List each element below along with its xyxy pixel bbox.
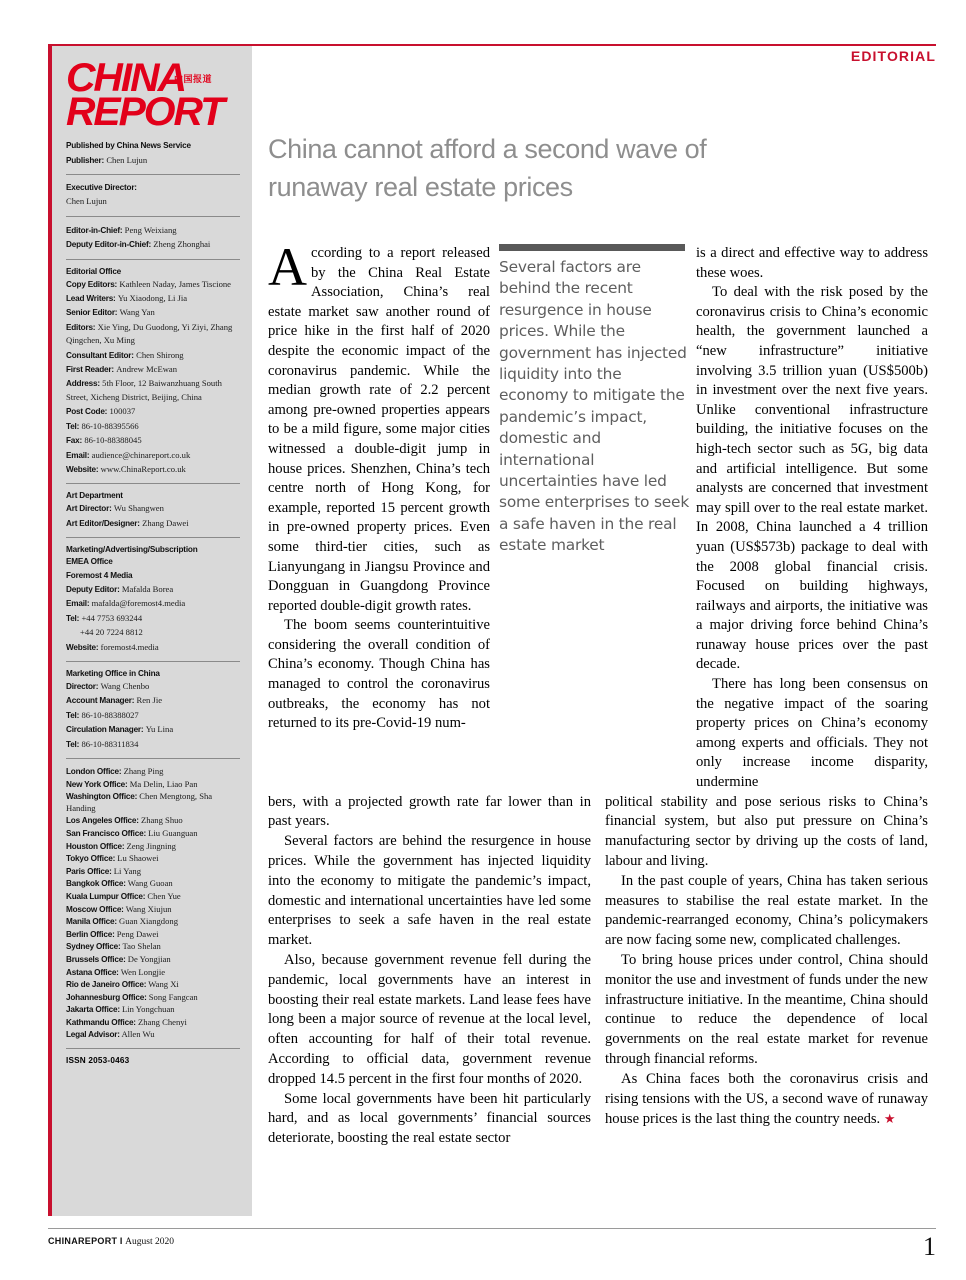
- article-body: [268, 130, 928, 1149]
- bureau-office-name: Song Fangcan: [146, 991, 198, 1002]
- post-code-value: 100037: [109, 406, 136, 417]
- pull-quote: [499, 244, 691, 557]
- bureau-office-label: Moscow Office:: [66, 904, 124, 914]
- bureau-office-name: Ma Delin, Liao Pan: [127, 778, 198, 789]
- bureau-office-row: [66, 941, 240, 953]
- paragraph: political stability and pose serious risks to China’s financial system, but also put pressure on China’s manufacturing sector by driving up the costs of land, labour and living.: [605, 793, 928, 870]
- magazine-logo: [66, 56, 240, 133]
- tel-value: 86-10-88395566: [81, 420, 139, 431]
- circulation-tel-value: 86-10-88311834: [81, 738, 139, 749]
- bureau-office-label: Paris Office:: [66, 866, 112, 876]
- china-tel-value: 86-10-88388027: [81, 709, 139, 720]
- exec-director-section: [66, 174, 240, 216]
- paragraph: is a direct and effective way to address these woes.: [696, 245, 928, 281]
- bureau-office-row: [66, 954, 240, 966]
- bureau-office-name: Zhang Chenyi: [135, 1016, 187, 1027]
- exec-director-label: Executive Director:: [66, 183, 137, 192]
- bureau-office-row: [66, 929, 240, 941]
- emea-email-value[interactable]: mafalda@foremost4.media: [91, 598, 186, 609]
- copy-editors-label: Copy Editors:: [66, 279, 118, 289]
- bureau-office-row: [66, 815, 240, 827]
- footer-issue: August 2020: [125, 1237, 174, 1247]
- bureau-office-name: Zeng Jingning: [124, 840, 176, 851]
- bureau-office-name: Peng Dawei: [114, 928, 159, 939]
- bureau-office-row: [66, 992, 240, 1004]
- paragraph: bers, with a projected growth rate far lower than in past years.: [268, 793, 591, 830]
- consultant-editor-name: Chen Shirong: [136, 349, 184, 360]
- editor-in-chief-label: Editor-in-Chief:: [66, 225, 123, 235]
- bureau-office-name: Guan Xiangdong: [116, 916, 178, 927]
- bureau-office-label: Washington Office:: [66, 792, 138, 802]
- paragraph-final-text: As China faces both the coronavirus crisis and rising tensions with the US, a second wave of runaway house prices is the last thing the country needs.: [605, 1070, 928, 1128]
- bureau-office-row: [66, 766, 240, 778]
- pull-quote-rule: [499, 244, 685, 251]
- bureau-office-label: New York Office:: [66, 779, 128, 789]
- bureau-office-name: Chen Mengtong, Sha Handing: [66, 791, 213, 813]
- account-manager-label: Account Manager:: [66, 696, 135, 706]
- section-label: EDITORIAL: [850, 48, 936, 64]
- emea-tel-value: +44 7753 693244: [81, 612, 143, 623]
- address-label: Address:: [66, 379, 100, 389]
- bureau-office-name: Allen Wu: [119, 1029, 155, 1040]
- bureau-office-label: Sydney Office:: [66, 942, 121, 952]
- masthead-sidebar: [52, 46, 252, 1216]
- paragraph: Also, because government revenue fell during the pandemic, local governments have an interest in boosting their real estate markets. Land lease fees have long been a major source of revenue at the local level, often accounting for half of their total revenue. According to official data, government revenue dropped 14.5 percent in the first four months of 2020.: [268, 952, 591, 1087]
- column-left-lower: [268, 793, 591, 1149]
- bureau-office-name: Chen Yue: [145, 890, 181, 901]
- bureau-office-label: Manila Office:: [66, 917, 117, 927]
- bureau-office-label: Legal Advisor:: [66, 1030, 120, 1040]
- logo-chinese-characters: 中国报道: [173, 75, 212, 85]
- circulation-manager-label: Circulation Manager:: [66, 725, 144, 735]
- bureau-office-label: Berlin Office:: [66, 929, 115, 939]
- published-by: Published by China News Service: [66, 141, 191, 151]
- bureau-office-row: [66, 779, 240, 791]
- bureau-office-row: [66, 791, 240, 814]
- bureau-office-row: [66, 878, 240, 890]
- footer-separator: I: [119, 1236, 123, 1246]
- upper-columns: [268, 237, 928, 793]
- issn-value: ISSN 2053-0463: [66, 1056, 130, 1066]
- logo-line-report: REPORT: [66, 89, 224, 134]
- column-left-upper: [268, 237, 490, 793]
- editorial-office-section: [66, 259, 240, 484]
- bureau-office-name: Liu Guanguan: [145, 827, 198, 838]
- bureau-office-name: Zhang Ping: [121, 766, 164, 776]
- art-director-name: Wu Shangwen: [113, 503, 164, 514]
- art-editor-name: Zhang Dawei: [142, 517, 189, 528]
- website-label: Website:: [66, 464, 99, 474]
- website-value[interactable]: www.ChinaReport.co.uk: [100, 463, 186, 474]
- bureau-office-name: Tao Shelan: [120, 941, 161, 952]
- bureau-office-row: [66, 866, 240, 878]
- senior-editor-label: Senior Editor:: [66, 308, 118, 318]
- editors-name: Xie Ying, Du Guodong, Yi Ziyi, Zhang Qingchen, Xu Ming: [66, 321, 233, 346]
- china-marketing-section: [66, 661, 240, 758]
- article-columns: [268, 237, 928, 1149]
- bureau-office-name: Li Yang: [111, 865, 142, 876]
- paragraph: There has long been consensus on the negative impact of the soaring property prices on China’s economy among experts and officials. They not only increase income disparity, undermine: [696, 676, 928, 791]
- marketing-section: [66, 537, 240, 661]
- bureau-office-label: Tokyo Office:: [66, 854, 116, 864]
- bureau-office-row: [66, 853, 240, 865]
- bureau-office-label: Johannesburg Office:: [66, 992, 147, 1002]
- footer-brand: CHINAREPORT: [48, 1236, 118, 1246]
- footer-rule: [48, 1228, 936, 1229]
- emea-website-value[interactable]: foremost4.media: [100, 641, 159, 652]
- publisher-label: Publisher:: [66, 155, 105, 165]
- bureau-office-label: Houston Office:: [66, 841, 125, 851]
- deputy-editor2-label: Deputy Editor:: [66, 584, 120, 594]
- fax-value: 86-10-88388045: [84, 435, 142, 446]
- email-value[interactable]: audience@chinareport.co.uk: [91, 449, 191, 460]
- emea-tel-value2: +44 20 7224 8812: [80, 627, 143, 638]
- page-title: China cannot afford a second wave of runaway real estate prices: [268, 134, 707, 202]
- lead-writers-label: Lead Writers:: [66, 294, 116, 304]
- bureau-office-row: [66, 967, 240, 979]
- bureau-office-row: [66, 1029, 240, 1041]
- editorial-office-heading: Editorial Office: [66, 266, 122, 276]
- deputy-editor-label: Deputy Editor-in-Chief:: [66, 240, 151, 250]
- bureau-offices-section: [66, 758, 240, 1048]
- foremost-label: Foremost 4 Media: [66, 570, 133, 580]
- bureau-office-label: Bangkok Office:: [66, 879, 126, 889]
- art-editor-label: Art Editor/Designer:: [66, 518, 140, 528]
- director-name: Wang Chenbo: [100, 680, 150, 691]
- email-label: Email:: [66, 450, 90, 460]
- lower-columns: [268, 793, 928, 1149]
- editors-label: Editors:: [66, 322, 96, 332]
- post-code-label: Post Code:: [66, 407, 108, 417]
- bureau-office-name: Wang Xiujun: [123, 903, 172, 914]
- marketing-heading: Marketing/Advertising/Subscription: [66, 545, 198, 555]
- bureau-office-label: London Office:: [66, 767, 122, 776]
- bureau-office-row: [66, 916, 240, 928]
- bureau-office-label: Jakarta Office:: [66, 1005, 120, 1015]
- pull-quote-text: Several factors are behind the recent resurgence in house prices. While the government has injected liquidity into the economy to mitigate the pandemic’s impact, domestic and international uncertainties have led some enterprises to seek a safe haven in the real estate market: [499, 258, 690, 555]
- emea-website-label: Website:: [66, 642, 99, 652]
- bureau-office-name: Wen Longjie: [118, 966, 166, 977]
- tel-label: Tel:: [66, 421, 80, 431]
- address-value: 5th Floor, 12 Baiwanzhuang South Street, Xicheng District, Beijing, China: [66, 378, 222, 402]
- art-director-label: Art Director:: [66, 504, 112, 514]
- bureau-office-row: [66, 841, 240, 853]
- account-manager-name: Ren Jie: [136, 695, 163, 706]
- bureau-office-row: [66, 828, 240, 840]
- bureau-office-row: [66, 1004, 240, 1016]
- first-reader-name: Andrew McEwan: [116, 364, 178, 375]
- bureau-office-label: Brussels Office:: [66, 954, 126, 964]
- bureau-office-label: San Francisco Office:: [66, 828, 146, 838]
- exec-director-name: Chen Lujun: [66, 196, 107, 207]
- end-marker-star: ★: [883, 1111, 896, 1127]
- bureau-office-row: [66, 1017, 240, 1029]
- column-right-lower: [605, 793, 928, 1149]
- china-tel-label: Tel:: [66, 710, 80, 720]
- senior-editor-name: Wang Yan: [119, 307, 155, 318]
- editor-section: [66, 216, 240, 259]
- bureau-office-label: Astana Office:: [66, 967, 119, 977]
- bureau-office-name: Lu Shaowei: [115, 853, 159, 864]
- paragraph: In the past couple of years, China has taken serious measures to stabilise the real estate market. In the pandemic-rearranged economy, China’s policymakers are now facing some new, complicated challenges.: [605, 872, 928, 949]
- fax-label: Fax:: [66, 436, 83, 446]
- footer: [48, 1236, 174, 1247]
- copy-editors-name: Kathleen Naday, James Tiscione: [119, 278, 231, 289]
- bureau-office-name: Wang Xi: [146, 979, 179, 990]
- bureau-office-label: Kuala Lumpur Office:: [66, 891, 146, 901]
- first-reader-label: First Reader:: [66, 365, 114, 375]
- paragraph: Some local governments have been hit particularly hard, and as local governments’ financial sources deteriorate, boosting the real estate sector: [268, 1090, 591, 1147]
- art-department-heading: Art Department: [66, 491, 123, 501]
- paragraph: To deal with the risk posed by the coronavirus crisis to China’s economic health, the government launched a “new infrastructure” initiative involving 3.5 trillion yuan (US$500b) in investment over the next five years. Unlike conventional infrastructure building, the initiative focuses on the high-tech sector such as 5G, big data and artificial intelligence. But some analysts are concerned that investment may spill over to the real estate market. In 2008, China launched a 4 trillion yuan (US$573b) package to deal with the 2008 global financial crisis. Focused on building highways, railways and airports, the initiative was a major driving force behind China’s runaway house prices over the past decade.: [696, 284, 928, 673]
- bureau-office-row: [66, 979, 240, 991]
- paragraph-final: [605, 1070, 928, 1130]
- paragraph: To bring house prices under control, China should monitor the use and investment of funds under the new infrastructure initiative. In the meantime, China should continue to reduce the dependence of local governments on the real estate market for revenue through financial reforms.: [605, 952, 928, 1067]
- logo-line-china: CHINA: [66, 56, 186, 100]
- lead-writers-name: Yu Xiaodong, Li Jia: [117, 293, 188, 304]
- emea-office-heading: EMEA Office: [66, 557, 113, 567]
- circulation-manager-name: Yu Lina: [145, 724, 174, 735]
- paragraph: According to a report released by the China Real Estate Association, China’s real estate market saw another round of price hike in the first half of 2020 despite the economic impact of the coronavirus pandemic. While the median growth rate of 2.2 percent among pre-owned properties appears to be a mild figure, some major cities witnessed a double-digit jump in house prices. Shenzhen, China’s tech centre north of Hong Kong, for example, reported 15 percent growth in pre-owned property prices. Even some third-tier cities, such as Lianyungang in Jiangsu Province and Dongguan in Guangdong Province reported double-digit growth rates.: [268, 237, 490, 614]
- deputy-editor2-name: Mafalda Borea: [121, 583, 174, 594]
- bureau-office-name: De Yongjian: [125, 953, 171, 964]
- publisher-name: Chen Lujun: [106, 154, 148, 165]
- bureau-office-name: Zhang Shuo: [138, 815, 183, 826]
- issn-section: [66, 1048, 240, 1071]
- paragraph: Several factors are behind the resurgence in house prices. While the government has injected liquidity into the economy to mitigate the pandemic’s impact, domestic and international uncertainties have led some enterprises to seek a safe haven in the real estate market.: [268, 833, 591, 949]
- bureau-office-label: Los Angeles Office:: [66, 816, 139, 826]
- consultant-editor-label: Consultant Editor:: [66, 350, 134, 360]
- bureau-office-name: Wang Guoan: [125, 878, 173, 889]
- page-number: 1: [923, 1232, 936, 1261]
- emea-email-label: Email:: [66, 599, 90, 609]
- column-right-upper: [696, 244, 928, 793]
- emea-tel-label: Tel:: [66, 613, 80, 623]
- art-department-section: [66, 483, 240, 537]
- deputy-editor-name: Zheng Zhonghai: [153, 239, 211, 250]
- publisher-section: [66, 133, 240, 174]
- paragraph: The boom seems counterintuitive considering the overall condition of China’s economy. Though China has managed to control the coronavirus outbreaks, the economy has not returned to its pre-Covid-19 num-: [268, 617, 490, 732]
- bureau-office-row: [66, 891, 240, 903]
- china-marketing-heading: Marketing Office in China: [66, 668, 160, 678]
- bureau-office-row: [66, 904, 240, 916]
- bureau-office-label: Kathmandu Office:: [66, 1017, 136, 1027]
- director-label: Director:: [66, 681, 99, 691]
- bureau-office-label: Rio de Janeiro Office:: [66, 980, 147, 990]
- circulation-tel-label: Tel:: [66, 739, 80, 749]
- editor-in-chief-name: Peng Weixiang: [124, 224, 177, 235]
- bureau-office-name: Lin Yongchuan: [119, 1004, 175, 1015]
